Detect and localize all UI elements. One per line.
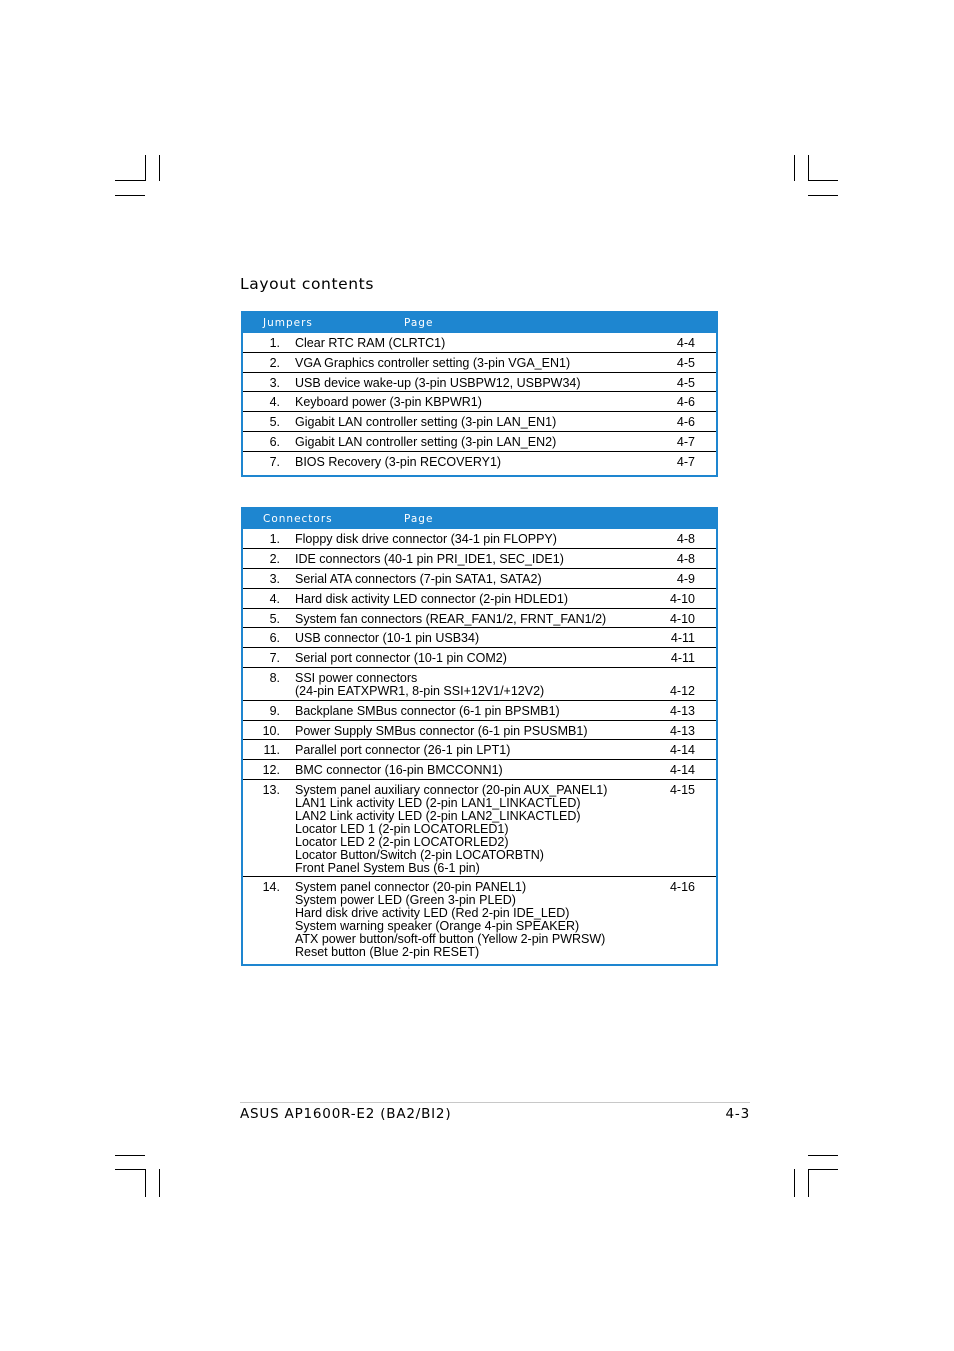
row-description — [295, 456, 645, 469]
description-line: Locator LED 2 (2-pin LOCATORLED2) — [295, 834, 509, 849]
row-number: 3. — [269, 571, 280, 586]
description-line: Keyboard power (3-pin KBPWR1) — [295, 395, 482, 409]
row-number: 4. — [269, 395, 280, 409]
description-line: BIOS Recovery (3-pin RECOVERY1) — [295, 454, 502, 469]
description-line: Reset button (Blue 2-pin RESET) — [295, 944, 480, 959]
row-number: 3. — [269, 375, 280, 390]
row-page-number: 4-13 — [669, 723, 695, 738]
description-line: BMC connector (16-pin BMCCONN1) — [295, 763, 503, 777]
table-row — [243, 452, 716, 472]
row-number: 1. — [269, 336, 280, 350]
table-row — [243, 609, 716, 629]
table-row — [243, 392, 716, 412]
column-header-page: Page — [404, 513, 434, 525]
table-row — [243, 628, 716, 648]
row-page-number: 4-9 — [676, 571, 695, 586]
row-description — [295, 593, 645, 606]
description-line: LAN1 Link activity LED (2-pin LAN1_LINKACTLED) — [295, 795, 581, 810]
crop-mark — [159, 155, 160, 181]
description-line: Locator LED 1 (2-pin LOCATORLED1) — [295, 821, 509, 836]
row-number: 13. — [262, 782, 280, 797]
row-number: 11. — [263, 743, 280, 757]
row-description — [295, 725, 645, 738]
crop-mark — [115, 1169, 145, 1170]
row-page-number: 4-6 — [676, 395, 695, 409]
description-line: Hard disk activity LED connector (2-pin HDLED1) — [295, 591, 569, 606]
row-number: 14. — [262, 879, 280, 894]
row-number: 6. — [269, 434, 280, 449]
connectors-table-body — [243, 529, 716, 967]
row-page-number: 4-11 — [670, 631, 695, 645]
row-page-number: 4-8 — [676, 532, 695, 546]
row-description — [295, 416, 645, 429]
table-row — [243, 721, 716, 741]
row-description — [295, 632, 645, 645]
table-row — [243, 701, 716, 721]
table-row — [243, 529, 716, 549]
description-line: LAN2 Link activity LED (2-pin LAN2_LINKACTLED) — [295, 808, 581, 823]
row-number: 2. — [269, 552, 280, 566]
description-line: System warning speaker (Orange 4-pin SPEAKER) — [295, 918, 580, 933]
row-page-number: 4-10 — [669, 611, 695, 626]
footer-product-name: ASUS AP1600R-E2 (BA2/BI2) — [240, 1106, 452, 1122]
table-row — [243, 740, 716, 760]
row-description — [295, 377, 645, 390]
crop-mark — [808, 1169, 838, 1170]
crop-mark — [808, 195, 838, 196]
row-page-number: 4-15 — [669, 782, 695, 797]
crop-mark — [794, 1169, 795, 1197]
description-line: System panel connector (20-pin PANEL1) — [295, 879, 527, 894]
row-description — [295, 613, 645, 626]
table-row — [243, 373, 716, 393]
row-description — [295, 652, 645, 665]
row-number: 2. — [269, 356, 280, 370]
description-line: Serial ATA connectors (7-pin SATA1, SATA2) — [295, 571, 542, 586]
crop-mark — [808, 1169, 809, 1197]
description-line: System fan connectors (REAR_FAN1/2, FRNT_FAN1/2) — [295, 611, 607, 626]
crop-mark — [115, 195, 145, 196]
row-description — [295, 764, 645, 777]
row-number: 6. — [269, 631, 280, 645]
row-page-number: 4-14 — [669, 743, 695, 757]
table-row — [243, 760, 716, 780]
row-page-number: 4-10 — [669, 591, 695, 606]
row-page-number: 4-12 — [669, 684, 695, 698]
row-description — [295, 744, 645, 757]
description-line: Backplane SMBus connector (6-1 pin BPSMB1) — [295, 703, 560, 718]
row-description — [295, 672, 645, 698]
footer-page-number: 4-3 — [725, 1106, 750, 1122]
row-number: 4. — [269, 591, 280, 606]
description-line: Gigabit LAN controller setting (3-pin LAN_EN1) — [295, 415, 557, 429]
crop-mark — [145, 155, 146, 181]
description-line: System power LED (Green 3-pin PLED) — [295, 892, 516, 907]
description-line: USB device wake-up (3-pin USBPW12, USBPW34) — [295, 375, 581, 390]
table-row — [243, 412, 716, 432]
page-title: Layout contents — [240, 275, 375, 293]
description-line: Clear RTC RAM (CLRTC1) — [295, 336, 446, 350]
table-row — [243, 353, 716, 373]
row-number: 12. — [262, 763, 280, 777]
table-row — [243, 569, 716, 589]
column-header-connectors: Connectors — [263, 513, 333, 525]
row-page-number: 4-14 — [669, 763, 695, 777]
row-description — [295, 533, 645, 546]
row-page-number: 4-7 — [676, 434, 695, 449]
row-page-number: 4-8 — [676, 552, 695, 566]
table-row — [243, 589, 716, 609]
crop-mark — [159, 1169, 160, 1197]
row-description — [295, 337, 645, 350]
row-number: 7. — [269, 454, 280, 469]
row-number: 5. — [269, 415, 280, 429]
crop-mark — [794, 155, 795, 181]
description-line: Front Panel System Bus (6-1 pin) — [295, 860, 480, 875]
row-description — [295, 396, 645, 409]
row-page-number: 4-16 — [669, 879, 695, 894]
description-line: Floppy disk drive connector (34-1 pin FLOPPY) — [295, 532, 557, 546]
description-line: Hard disk drive activity LED (Red 2-pin IDE_LED) — [295, 905, 570, 920]
description-line: Gigabit LAN controller setting (3-pin LAN_EN2) — [295, 434, 557, 449]
column-header-jumpers: Jumpers — [263, 317, 313, 329]
row-number: 9. — [269, 703, 280, 718]
table-row — [243, 549, 716, 569]
table-row — [243, 432, 716, 452]
jumpers-table-body — [243, 333, 716, 472]
table-row — [243, 877, 716, 967]
row-description — [295, 881, 645, 959]
row-number: 5. — [269, 611, 280, 626]
row-description — [295, 436, 645, 449]
table-row — [243, 648, 716, 668]
row-description — [295, 705, 645, 718]
row-number: 7. — [269, 651, 280, 665]
crop-mark — [808, 1155, 838, 1156]
row-description — [295, 553, 645, 566]
connectors-table-header — [243, 509, 716, 529]
jumpers-table — [241, 311, 718, 477]
crop-mark — [115, 180, 145, 181]
row-number: 10. — [262, 723, 280, 738]
footer-divider — [240, 1102, 750, 1103]
description-line: ATX power button/soft-off button (Yellow 2-pin PWRSW) — [295, 931, 606, 946]
crop-mark — [808, 180, 838, 181]
row-page-number: 4-5 — [676, 356, 695, 370]
row-number: 1. — [269, 532, 280, 546]
column-header-page: Page — [404, 317, 434, 329]
row-number: 8. — [269, 671, 280, 685]
row-page-number: 4-13 — [669, 703, 695, 718]
table-row — [243, 668, 716, 701]
crop-mark — [115, 1155, 145, 1156]
row-page-number: 4-11 — [670, 651, 695, 665]
row-page-number: 4-6 — [676, 415, 695, 429]
description-line: SSI power connectors — [295, 671, 418, 685]
jumpers-table-header — [243, 313, 716, 333]
description-line: Serial port connector (10-1 pin COM2) — [295, 651, 507, 665]
crop-mark — [808, 155, 809, 181]
row-description — [295, 784, 645, 875]
description-line: IDE connectors (40-1 pin PRI_IDE1, SEC_IDE1) — [295, 552, 564, 566]
description-line: USB connector (10-1 pin USB34) — [295, 631, 480, 645]
crop-mark — [145, 1169, 146, 1197]
table-row — [243, 333, 716, 353]
row-description — [295, 357, 645, 370]
row-description — [295, 573, 645, 586]
description-line: Power Supply SMBus connector (6-1 pin PSUSMB1) — [295, 723, 588, 738]
row-page-number: 4-5 — [676, 375, 695, 390]
description-line: (24-pin EATXPWR1, 8-pin SSI+12V1/+12V2) — [295, 684, 545, 698]
connectors-table — [241, 507, 718, 966]
row-page-number: 4-4 — [676, 336, 695, 350]
description-line: System panel auxiliary connector (20-pin AUX_PANEL1) — [295, 782, 608, 797]
table-row — [243, 780, 716, 877]
description-line: Locator Button/Switch (2-pin LOCATORBTN) — [295, 847, 544, 862]
description-line: Parallel port connector (26-1 pin LPT1) — [295, 743, 511, 757]
row-page-number: 4-7 — [676, 454, 695, 469]
description-line: VGA Graphics controller setting (3-pin VGA_EN1) — [295, 356, 571, 370]
